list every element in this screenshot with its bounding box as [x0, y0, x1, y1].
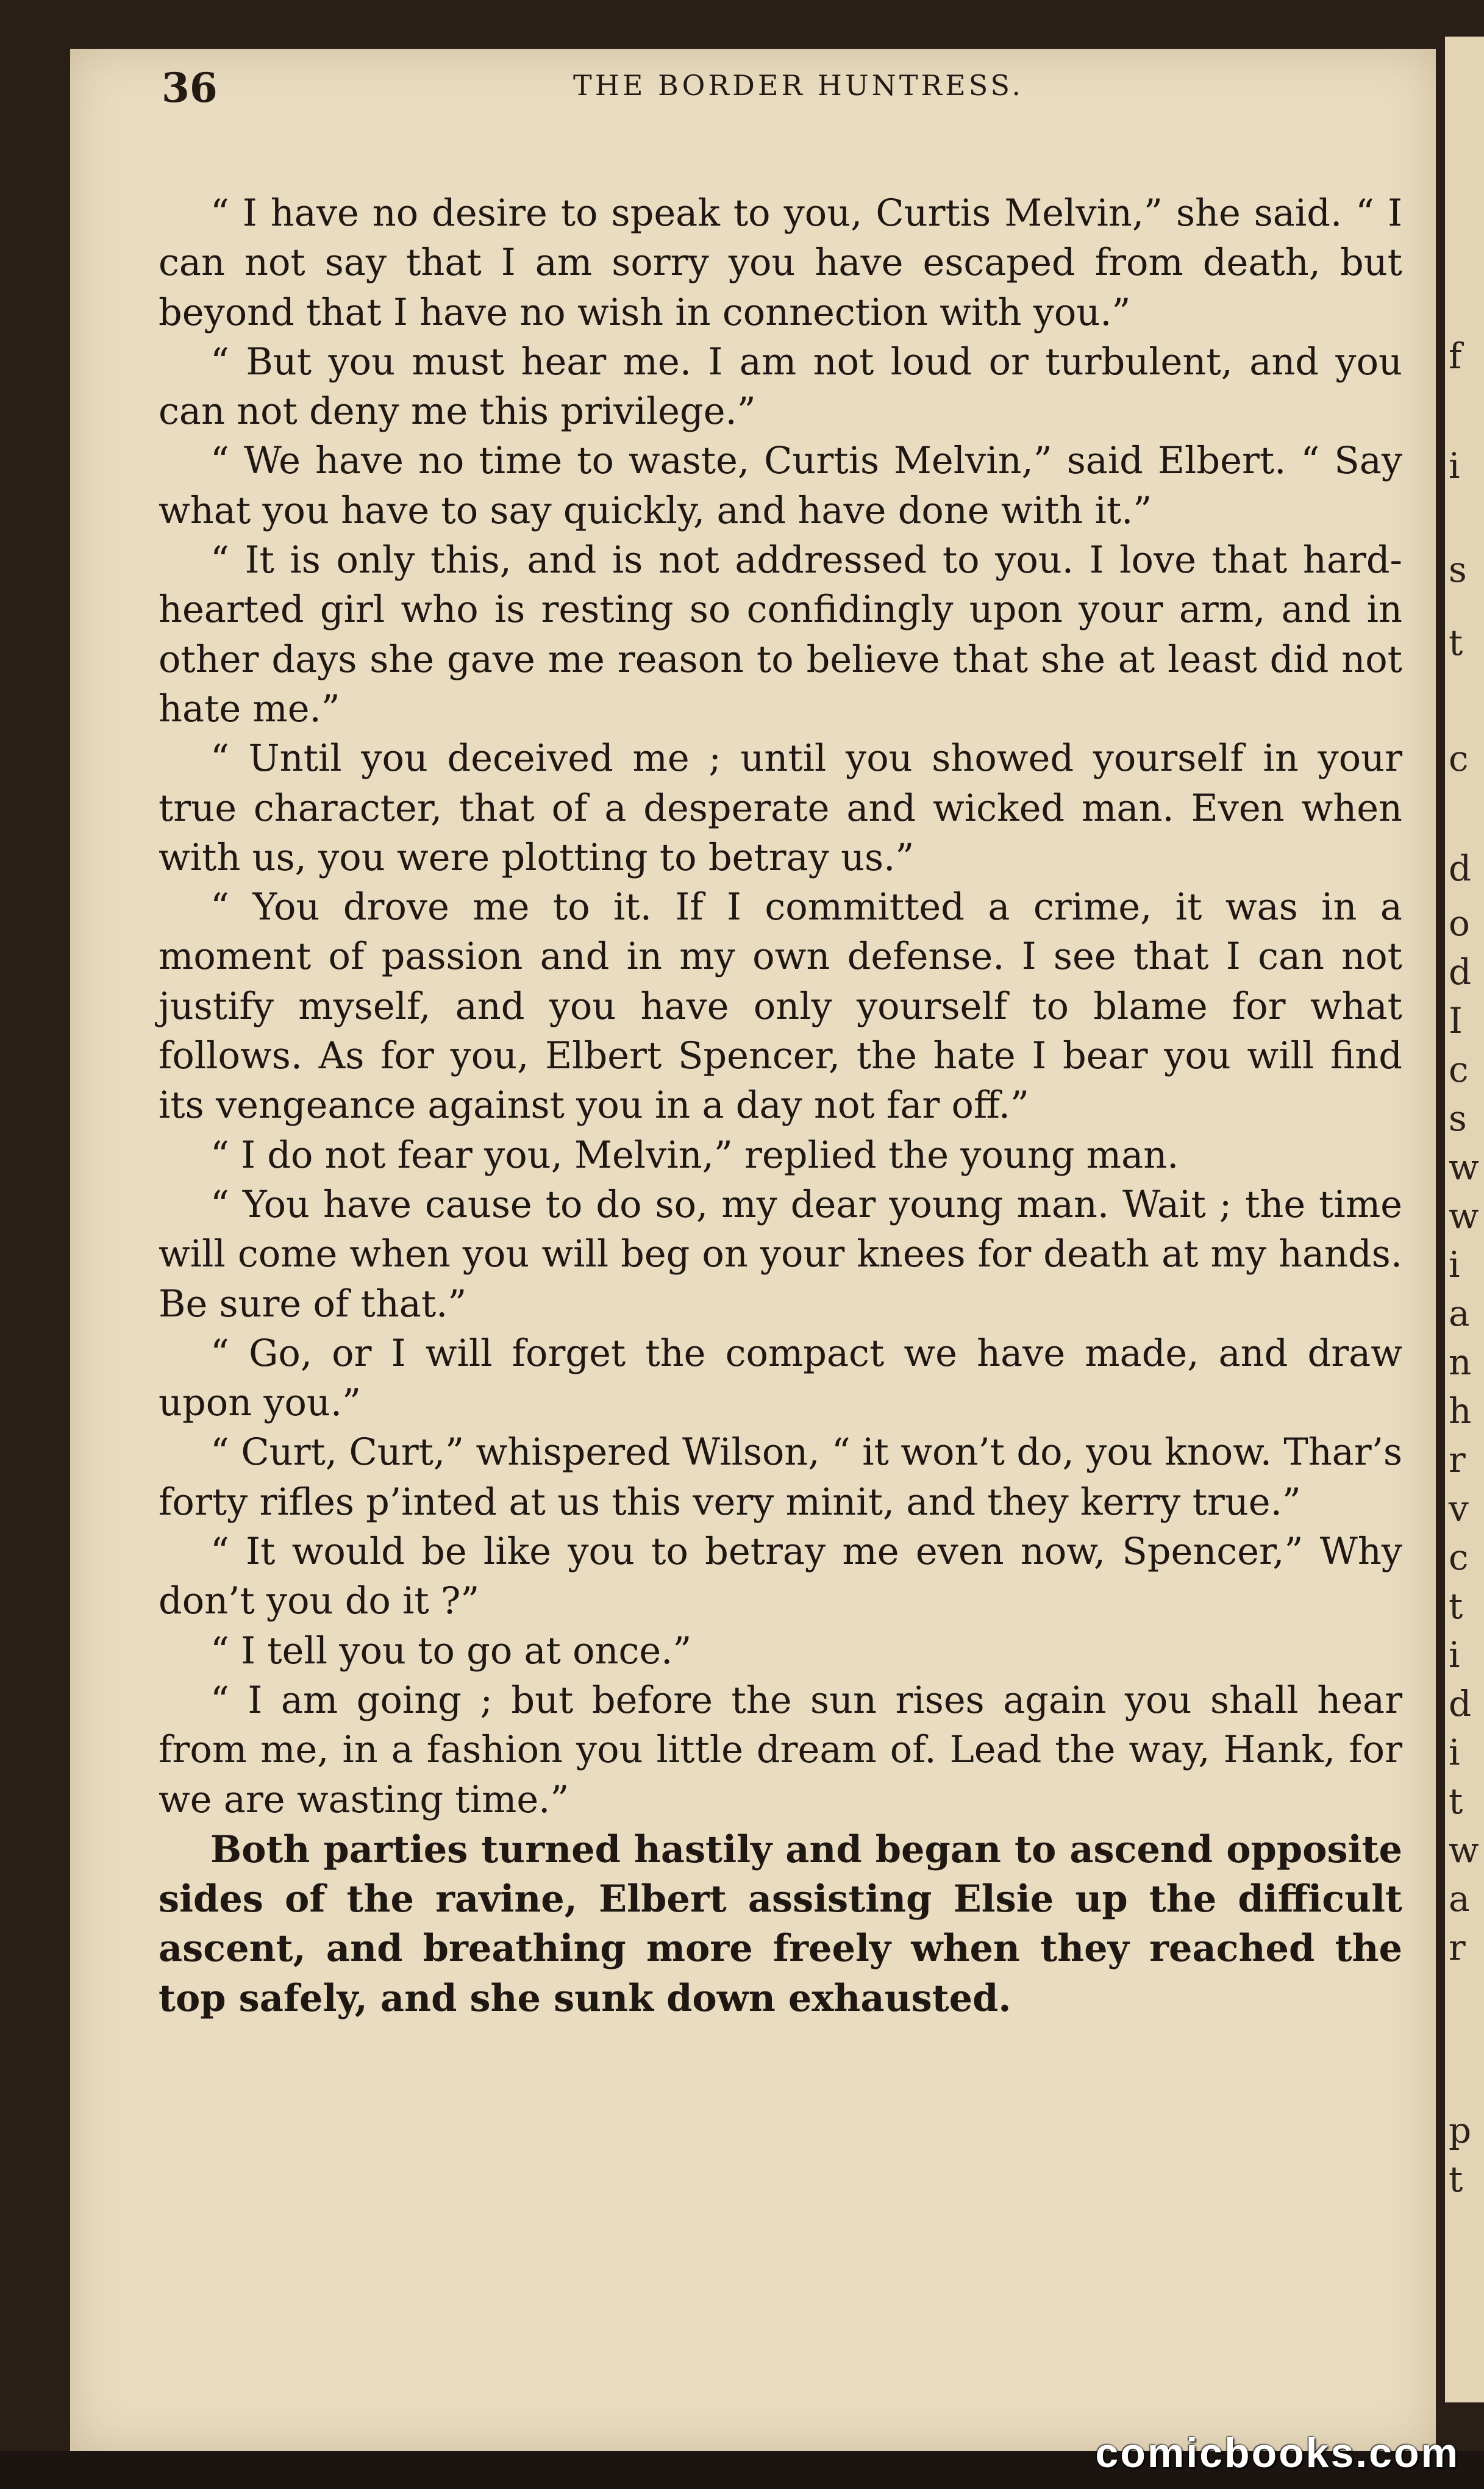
adjacent-page-fragment: c — [1449, 1537, 1469, 1578]
adjacent-page-fragment: h — [1449, 1390, 1472, 1432]
adjacent-page-fragment: w — [1449, 1195, 1479, 1237]
adjacent-page-fragment: r — [1449, 1439, 1466, 1480]
adjacent-page-fragment: v — [1449, 1488, 1469, 1529]
adjacent-page-fragment: I — [1449, 1000, 1463, 1041]
adjacent-page-fragment: d — [1449, 951, 1472, 993]
adjacent-page-fragment: n — [1449, 1341, 1472, 1383]
adjacent-page-fragment: o — [1449, 902, 1470, 944]
paragraph: “ It would be like you to betray me even now, Spencer,” Why don’t you do it ?” — [159, 1530, 1402, 1623]
adjacent-page-fragment: c — [1449, 738, 1469, 779]
watermark: comicbooks.com — [1095, 2430, 1460, 2476]
adjacent-page-fragment: t — [1449, 1780, 1463, 1822]
adjacent-page-fragment: t — [1449, 622, 1463, 663]
paragraph: “ We have no time to waste, Curtis Melvin,” said Elbert. “ Say what you have to say quickly, and have done with it.” — [159, 440, 1402, 532]
adjacent-page-fragment: p — [1449, 2110, 1472, 2151]
paragraph: “ Curt, Curt,” whispered Wilson, “ it won’t do, you know. Thar’s forty rifles p’inted at us this very minit, and they kerry true.” — [159, 1431, 1402, 1524]
adjacent-page-fragment: s — [1449, 1098, 1467, 1139]
running-title: THE BORDER HUNTRESS. — [573, 69, 1024, 102]
paragraph: “ You drove me to it. If I committed a crime, it was in a moment of passion and in my own defense. I see that I can not justify myself, and you have only yourself to blame for what follows. As for you, Elbert Spencer, the hate I bear you will find its vengeance against you in a day not far off.” — [159, 886, 1402, 1127]
paragraph: “ Until you deceived me ; until you showed yourself in your true character, that of a desperate and wicked man. Even when with us, you were plotting to betray us.” — [159, 737, 1402, 879]
adjacent-page-fragment: c — [1449, 1049, 1469, 1090]
paragraph: “ Go, or I will forget the compact we have made, and draw upon you.” — [159, 1332, 1402, 1425]
adjacent-page-fragment: f — [1449, 335, 1462, 377]
adjacent-page-edge — [1445, 37, 1484, 2402]
paragraph: “ I do not fear you, Melvin,” replied the young man. — [210, 1134, 1179, 1177]
adjacent-page-fragment: t — [1449, 1585, 1463, 1627]
adjacent-page-fragment: r — [1449, 1927, 1466, 1968]
adjacent-page-fragment: d — [1449, 848, 1472, 889]
adjacent-page-fragment: s — [1449, 549, 1467, 590]
page-number: 36 — [162, 64, 218, 112]
adjacent-page-fragment: i — [1449, 445, 1460, 487]
adjacent-page-fragment: i — [1449, 1732, 1460, 1773]
adjacent-page-fragment: a — [1449, 1878, 1470, 1919]
page-header — [162, 64, 1435, 125]
paragraph: “ I have no desire to speak to you, Curtis Melvin,” she said. “ I can not say that I am sorry you have escaped from death, but beyond that I have no wish in connection with you.” — [159, 192, 1402, 334]
adjacent-page-fragment: i — [1449, 1244, 1460, 1285]
paragraph: “ You have cause to do so, my dear young man. Wait ; the time will come when you will beg on your knees for death at my hands. Be sure of that.” — [159, 1183, 1402, 1326]
adjacent-page-fragment: w — [1449, 1829, 1479, 1871]
adjacent-page-fragment: t — [1449, 2159, 1463, 2200]
adjacent-page-fragment: a — [1449, 1293, 1470, 1334]
adjacent-page-fragment: i — [1449, 1634, 1460, 1676]
paragraph: “ But you must hear me. I am not loud or turbulent, and you can not deny me this privilege.” — [159, 340, 1402, 434]
body-text — [159, 189, 1402, 2023]
adjacent-page-fragment: d — [1449, 1683, 1472, 1724]
adjacent-page-fragment: w — [1449, 1146, 1479, 1188]
paragraph: Both parties turned hastily and began to ascend opposite sides of the ravine, Elbert assisting Elsie up the difficult ascent, and breathing more freely when they reached the top safely, and she sunk down exhausted. — [159, 1827, 1402, 2020]
paragraph: “ I am going ; but before the sun rises again you shall hear from me, in a fashion you little dream of. Lead the way, Hank, for we are wasting time.” — [159, 1679, 1402, 1821]
paragraph: “ It is only this, and is not addressed to you. I love that hard-hearted girl who is resting so confidingly upon your arm, and in other days she gave me reason to believe that she at least did not hate me.” — [159, 539, 1402, 730]
paragraph: “ I tell you to go at once.” — [210, 1629, 692, 1673]
